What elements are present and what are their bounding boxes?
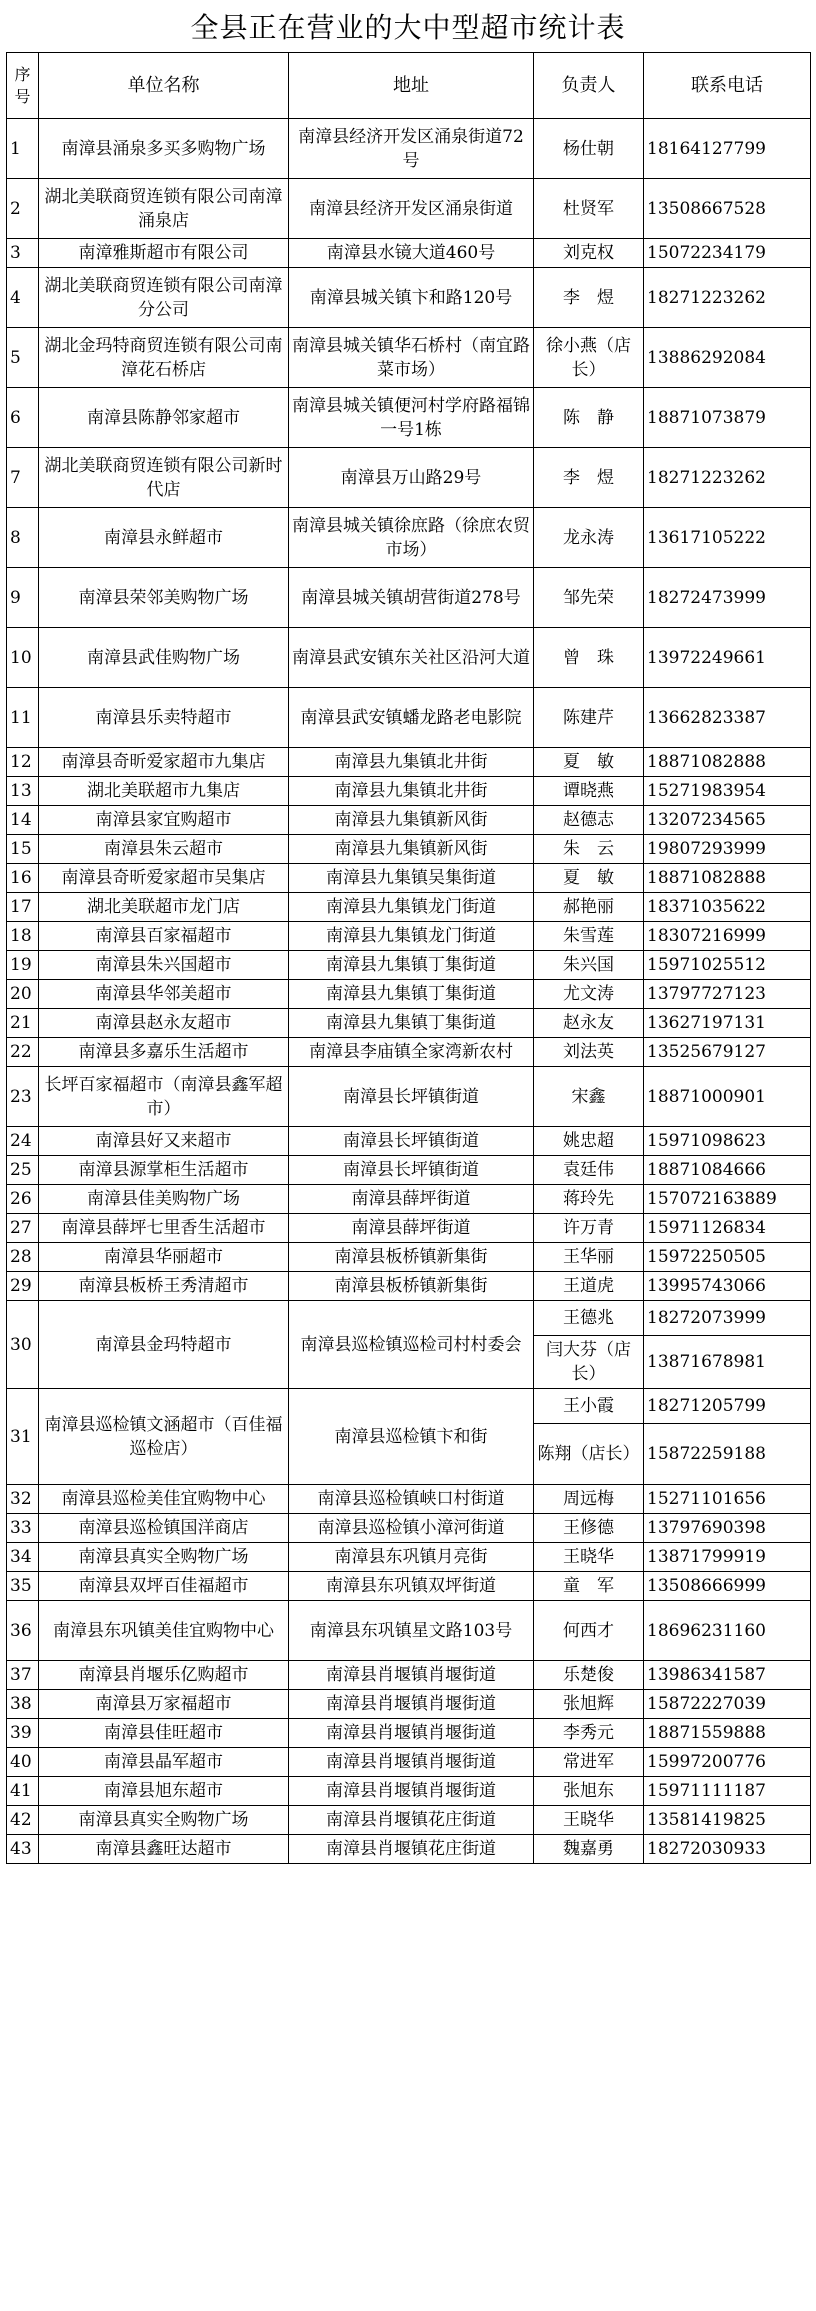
row-address: 南漳县东巩镇星文路103号 [289, 1601, 534, 1661]
row-address: 南漳县肖堰镇花庄街道 [289, 1835, 534, 1864]
table-body [7, 119, 811, 1864]
row-number: 21 [7, 1009, 39, 1038]
row-address: 南漳县长坪镇街道 [289, 1067, 534, 1127]
row-address: 南漳县九集镇龙门街道 [289, 893, 534, 922]
row-number: 23 [7, 1067, 39, 1127]
row-number: 29 [7, 1272, 39, 1301]
row-phone: 18272073999 [644, 1301, 811, 1336]
row-phone: 18271223262 [644, 448, 811, 508]
row-phone: 13972249661 [644, 628, 811, 688]
row-address: 南漳县肖堰镇花庄街道 [289, 1806, 534, 1835]
row-unit-name: 南漳县东巩镇美佳宜购物中心 [39, 1601, 289, 1661]
row-contact: 赵德志 [534, 806, 644, 835]
row-contact: 郝艳丽 [534, 893, 644, 922]
row-number: 26 [7, 1185, 39, 1214]
table-row [7, 1661, 811, 1690]
row-unit-name: 南漳县万家福超市 [39, 1690, 289, 1719]
row-number: 34 [7, 1543, 39, 1572]
row-unit-name: 南漳县涌泉多买多购物广场 [39, 119, 289, 179]
row-unit-name: 南漳县板桥王秀清超市 [39, 1272, 289, 1301]
row-phone: 15971126834 [644, 1214, 811, 1243]
row-number: 15 [7, 835, 39, 864]
row-contact: 王晓华 [534, 1543, 644, 1572]
row-unit-name: 南漳县巡检镇国洋商店 [39, 1514, 289, 1543]
row-phone: 13627197131 [644, 1009, 811, 1038]
row-contact: 宋鑫 [534, 1067, 644, 1127]
row-unit-name: 湖北美联商贸连锁有限公司新时代店 [39, 448, 289, 508]
row-contact: 杨仕朝 [534, 119, 644, 179]
row-contact: 尤文涛 [534, 980, 644, 1009]
row-address: 南漳县九集镇丁集街道 [289, 951, 534, 980]
row-address: 南漳县李庙镇全家湾新农村 [289, 1038, 534, 1067]
row-unit-name: 南漳县好又来超市 [39, 1127, 289, 1156]
table-row [7, 1214, 811, 1243]
row-contact: 王晓华 [534, 1806, 644, 1835]
table-row [7, 688, 811, 748]
row-unit-name: 南漳雅斯超市有限公司 [39, 239, 289, 268]
header-no: 序号 [7, 53, 39, 119]
row-contact: 张旭辉 [534, 1690, 644, 1719]
table-row [7, 864, 811, 893]
row-address: 南漳县城关镇徐庶路（徐庶农贸市场） [289, 508, 534, 568]
row-number: 1 [7, 119, 39, 179]
table-row [7, 922, 811, 951]
row-phone: 13508667528 [644, 179, 811, 239]
row-address: 南漳县东巩镇月亮街 [289, 1543, 534, 1572]
row-address: 南漳县肖堰镇肖堰街道 [289, 1748, 534, 1777]
row-unit-name: 南漳县鑫旺达超市 [39, 1835, 289, 1864]
row-number: 36 [7, 1601, 39, 1661]
table-row [7, 1543, 811, 1572]
row-contact: 李 煜 [534, 268, 644, 328]
row-unit-name: 南漳县奇昕爱家超市九集店 [39, 748, 289, 777]
row-number: 6 [7, 388, 39, 448]
table-row [7, 980, 811, 1009]
table-row [7, 1485, 811, 1514]
row-address: 南漳县城关镇胡营街道278号 [289, 568, 534, 628]
table-row [7, 1835, 811, 1864]
row-address: 南漳县城关镇便河村学府路福锦一号1栋 [289, 388, 534, 448]
table-row [7, 1009, 811, 1038]
row-number: 3 [7, 239, 39, 268]
table-row [7, 628, 811, 688]
row-number: 33 [7, 1514, 39, 1543]
row-address: 南漳县城关镇华石桥村（南宜路菜市场） [289, 328, 534, 388]
row-address: 南漳县东巩镇双坪街道 [289, 1572, 534, 1601]
table-row [7, 1719, 811, 1748]
row-phone: 15872227039 [644, 1690, 811, 1719]
row-address: 南漳县肖堰镇肖堰街道 [289, 1661, 534, 1690]
row-unit-name: 南漳县家宜购超市 [39, 806, 289, 835]
row-number: 41 [7, 1777, 39, 1806]
row-address: 南漳县长坪镇街道 [289, 1156, 534, 1185]
row-phone: 18871000901 [644, 1067, 811, 1127]
table-row [7, 508, 811, 568]
row-phone: 18371035622 [644, 893, 811, 922]
row-unit-name: 南漳县百家福超市 [39, 922, 289, 951]
row-number: 18 [7, 922, 39, 951]
table-row [7, 328, 811, 388]
row-unit-name: 南漳县荣邻美购物广场 [39, 568, 289, 628]
row-unit-name: 南漳县金玛特超市 [39, 1301, 289, 1389]
row-address: 南漳县武安镇东关社区沿河大道 [289, 628, 534, 688]
header-phone: 联系电话 [644, 53, 811, 119]
table-row [7, 893, 811, 922]
row-number: 7 [7, 448, 39, 508]
row-contact: 邹先荣 [534, 568, 644, 628]
row-number: 40 [7, 1748, 39, 1777]
row-number: 13 [7, 777, 39, 806]
row-contact: 陈建芹 [534, 688, 644, 748]
row-phone: 15271101656 [644, 1485, 811, 1514]
row-unit-name: 湖北金玛特商贸连锁有限公司南漳花石桥店 [39, 328, 289, 388]
row-contact: 谭晓燕 [534, 777, 644, 806]
row-number: 11 [7, 688, 39, 748]
row-unit-name: 南漳县晶军超市 [39, 1748, 289, 1777]
row-address: 南漳县肖堰镇肖堰街道 [289, 1777, 534, 1806]
row-contact: 刘克权 [534, 239, 644, 268]
row-number: 24 [7, 1127, 39, 1156]
row-phone: 18271223262 [644, 268, 811, 328]
row-contact: 陈 静 [534, 388, 644, 448]
table-row [7, 179, 811, 239]
row-unit-name: 南漳县陈静邻家超市 [39, 388, 289, 448]
row-address: 南漳县经济开发区涌泉街道72号 [289, 119, 534, 179]
row-phone: 157072163889 [644, 1185, 811, 1214]
row-unit-name: 湖北美联超市龙门店 [39, 893, 289, 922]
row-unit-name: 南漳县真实全购物广场 [39, 1543, 289, 1572]
row-address: 南漳县九集镇新风街 [289, 806, 534, 835]
row-contact: 王华丽 [534, 1243, 644, 1272]
row-contact: 夏 敏 [534, 748, 644, 777]
row-address: 南漳县薛坪街道 [289, 1214, 534, 1243]
table-header-row [7, 53, 811, 119]
table-row [7, 835, 811, 864]
row-contact-secondary: 闫大芬（店长） [534, 1336, 644, 1389]
row-phone: 18871082888 [644, 748, 811, 777]
row-phone: 18871073879 [644, 388, 811, 448]
table-row [7, 1389, 811, 1424]
row-address: 南漳县肖堰镇肖堰街道 [289, 1690, 534, 1719]
row-phone: 15971111187 [644, 1777, 811, 1806]
row-number: 28 [7, 1243, 39, 1272]
row-phone: 13986341587 [644, 1661, 811, 1690]
row-address: 南漳县水镜大道460号 [289, 239, 534, 268]
row-phone: 15972250505 [644, 1243, 811, 1272]
row-address: 南漳县板桥镇新集街 [289, 1243, 534, 1272]
row-unit-name: 湖北美联商贸连锁有限公司南漳涌泉店 [39, 179, 289, 239]
table-row [7, 1127, 811, 1156]
row-unit-name: 南漳县永鲜超市 [39, 508, 289, 568]
row-number: 19 [7, 951, 39, 980]
row-unit-name: 南漳县源掌柜生活超市 [39, 1156, 289, 1185]
row-contact: 常进军 [534, 1748, 644, 1777]
row-number: 8 [7, 508, 39, 568]
row-contact: 乐楚俊 [534, 1661, 644, 1690]
row-unit-name: 南漳县巡检美佳宜购物中心 [39, 1485, 289, 1514]
row-address: 南漳县经济开发区涌泉街道 [289, 179, 534, 239]
row-number: 10 [7, 628, 39, 688]
row-unit-name: 南漳县多嘉乐生活超市 [39, 1038, 289, 1067]
row-contact: 何西才 [534, 1601, 644, 1661]
row-unit-name: 南漳县乐卖特超市 [39, 688, 289, 748]
row-address: 南漳县巡检镇峡口村街道 [289, 1485, 534, 1514]
row-unit-name: 南漳县赵永友超市 [39, 1009, 289, 1038]
row-address: 南漳县九集镇北井街 [289, 777, 534, 806]
table-row [7, 1243, 811, 1272]
row-contact: 赵永友 [534, 1009, 644, 1038]
row-unit-name: 南漳县肖堰乐亿购超市 [39, 1661, 289, 1690]
row-number: 14 [7, 806, 39, 835]
row-contact: 童 军 [534, 1572, 644, 1601]
row-contact: 王德兆 [534, 1301, 644, 1336]
row-unit-name: 南漳县华丽超市 [39, 1243, 289, 1272]
row-contact: 朱兴国 [534, 951, 644, 980]
row-phone-secondary: 15872259188 [644, 1424, 811, 1485]
table-row [7, 1272, 811, 1301]
row-contact: 许万青 [534, 1214, 644, 1243]
row-phone: 13617105222 [644, 508, 811, 568]
row-address: 南漳县肖堰镇肖堰街道 [289, 1719, 534, 1748]
table-row [7, 1806, 811, 1835]
row-number: 38 [7, 1690, 39, 1719]
header-address: 地址 [289, 53, 534, 119]
row-phone: 18164127799 [644, 119, 811, 179]
row-phone: 18272030933 [644, 1835, 811, 1864]
row-contact: 姚忠超 [534, 1127, 644, 1156]
row-number: 22 [7, 1038, 39, 1067]
row-contact: 杜贤军 [534, 179, 644, 239]
row-number: 39 [7, 1719, 39, 1748]
row-address: 南漳县九集镇丁集街道 [289, 980, 534, 1009]
row-unit-name: 南漳县朱云超市 [39, 835, 289, 864]
header-name: 单位名称 [39, 53, 289, 119]
row-address: 南漳县九集镇新风街 [289, 835, 534, 864]
table-row [7, 1601, 811, 1661]
header-contact: 负责人 [534, 53, 644, 119]
row-number: 43 [7, 1835, 39, 1864]
row-contact: 王小霞 [534, 1389, 644, 1424]
row-contact: 袁廷伟 [534, 1156, 644, 1185]
row-phone: 13525679127 [644, 1038, 811, 1067]
row-contact: 夏 敏 [534, 864, 644, 893]
row-number: 16 [7, 864, 39, 893]
row-address: 南漳县城关镇卞和路120号 [289, 268, 534, 328]
table-row [7, 1777, 811, 1806]
table-row [7, 951, 811, 980]
row-phone: 18871084666 [644, 1156, 811, 1185]
row-unit-name: 南漳县旭东超市 [39, 1777, 289, 1806]
row-unit-name: 南漳县佳美购物广场 [39, 1185, 289, 1214]
row-phone: 18307216999 [644, 922, 811, 951]
row-phone: 15072234179 [644, 239, 811, 268]
row-phone: 13662823387 [644, 688, 811, 748]
row-number: 35 [7, 1572, 39, 1601]
row-contact: 李 煜 [534, 448, 644, 508]
row-phone: 18271205799 [644, 1389, 811, 1424]
row-phone: 13797690398 [644, 1514, 811, 1543]
row-address: 南漳县九集镇吴集街道 [289, 864, 534, 893]
row-number: 27 [7, 1214, 39, 1243]
table-row [7, 806, 811, 835]
row-address: 南漳县九集镇龙门街道 [289, 922, 534, 951]
table-row [7, 748, 811, 777]
row-unit-name: 南漳县双坪百佳福超市 [39, 1572, 289, 1601]
row-number: 42 [7, 1806, 39, 1835]
row-contact: 朱雪莲 [534, 922, 644, 951]
row-contact: 周远梅 [534, 1485, 644, 1514]
row-unit-name: 南漳县朱兴国超市 [39, 951, 289, 980]
row-phone: 13581419825 [644, 1806, 811, 1835]
row-address: 南漳县九集镇北井街 [289, 748, 534, 777]
row-address: 南漳县万山路29号 [289, 448, 534, 508]
row-contact: 龙永涛 [534, 508, 644, 568]
row-unit-name: 湖北美联商贸连锁有限公司南漳分公司 [39, 268, 289, 328]
row-phone: 18696231160 [644, 1601, 811, 1661]
row-phone: 18272473999 [644, 568, 811, 628]
row-address: 南漳县巡检镇巡检司村村委会 [289, 1301, 534, 1389]
row-unit-name: 南漳县奇昕爱家超市吴集店 [39, 864, 289, 893]
table-row [7, 119, 811, 179]
row-number: 25 [7, 1156, 39, 1185]
row-phone: 15971025512 [644, 951, 811, 980]
row-phone: 18871559888 [644, 1719, 811, 1748]
row-contact: 王道虎 [534, 1272, 644, 1301]
table-row [7, 568, 811, 628]
row-contact: 朱 云 [534, 835, 644, 864]
row-address: 南漳县巡检镇小漳河街道 [289, 1514, 534, 1543]
row-contact: 王修德 [534, 1514, 644, 1543]
row-address: 南漳县长坪镇街道 [289, 1127, 534, 1156]
row-contact: 魏嘉勇 [534, 1835, 644, 1864]
row-contact: 蒋玲先 [534, 1185, 644, 1214]
table-row [7, 268, 811, 328]
row-phone: 13797727123 [644, 980, 811, 1009]
row-unit-name: 南漳县武佳购物广场 [39, 628, 289, 688]
row-unit-name: 南漳县华邻美超市 [39, 980, 289, 1009]
row-number: 4 [7, 268, 39, 328]
row-contact: 曾 珠 [534, 628, 644, 688]
row-contact: 徐小燕（店长） [534, 328, 644, 388]
row-phone: 15997200776 [644, 1748, 811, 1777]
row-number: 31 [7, 1389, 39, 1485]
table-row [7, 1156, 811, 1185]
table-row [7, 1067, 811, 1127]
row-phone: 13886292084 [644, 328, 811, 388]
table-row [7, 388, 811, 448]
row-phone: 13508666999 [644, 1572, 811, 1601]
row-contact: 李秀元 [534, 1719, 644, 1748]
table-row [7, 1690, 811, 1719]
row-number: 12 [7, 748, 39, 777]
row-address: 南漳县巡检镇卞和街 [289, 1389, 534, 1485]
table-row [7, 1572, 811, 1601]
row-phone: 18871082888 [644, 864, 811, 893]
row-number: 32 [7, 1485, 39, 1514]
row-unit-name: 南漳县佳旺超市 [39, 1719, 289, 1748]
row-number: 2 [7, 179, 39, 239]
row-number: 5 [7, 328, 39, 388]
table-row [7, 777, 811, 806]
table-row [7, 1748, 811, 1777]
table-row [7, 239, 811, 268]
row-contact: 刘法英 [534, 1038, 644, 1067]
row-address: 南漳县板桥镇新集街 [289, 1272, 534, 1301]
row-unit-name: 南漳县巡检镇文涵超市（百佳福巡检店） [39, 1389, 289, 1485]
row-unit-name: 南漳县薛坪七里香生活超市 [39, 1214, 289, 1243]
row-number: 9 [7, 568, 39, 628]
row-phone: 15271983954 [644, 777, 811, 806]
row-phone-secondary: 13871678981 [644, 1336, 811, 1389]
row-unit-name: 南漳县真实全购物广场 [39, 1806, 289, 1835]
table-row [7, 448, 811, 508]
row-phone: 15971098623 [644, 1127, 811, 1156]
row-phone: 13995743066 [644, 1272, 811, 1301]
row-contact-secondary: 陈翔（店长） [534, 1424, 644, 1485]
table-row [7, 1514, 811, 1543]
row-phone: 13207234565 [644, 806, 811, 835]
row-phone: 13871799919 [644, 1543, 811, 1572]
table-row [7, 1038, 811, 1067]
row-number: 30 [7, 1301, 39, 1389]
row-address: 南漳县武安镇蟠龙路老电影院 [289, 688, 534, 748]
row-address: 南漳县九集镇丁集街道 [289, 1009, 534, 1038]
table-row [7, 1301, 811, 1336]
row-unit-name: 湖北美联超市九集店 [39, 777, 289, 806]
row-phone: 19807293999 [644, 835, 811, 864]
row-address: 南漳县薛坪街道 [289, 1185, 534, 1214]
page-title: 全县正在营业的大中型超市统计表 [190, 11, 626, 44]
table-row [7, 1185, 811, 1214]
row-number: 37 [7, 1661, 39, 1690]
row-contact: 张旭东 [534, 1777, 644, 1806]
row-unit-name: 长坪百家福超市（南漳县鑫军超市） [39, 1067, 289, 1127]
row-number: 17 [7, 893, 39, 922]
row-number: 20 [7, 980, 39, 1009]
supermarket-table [6, 52, 811, 1864]
